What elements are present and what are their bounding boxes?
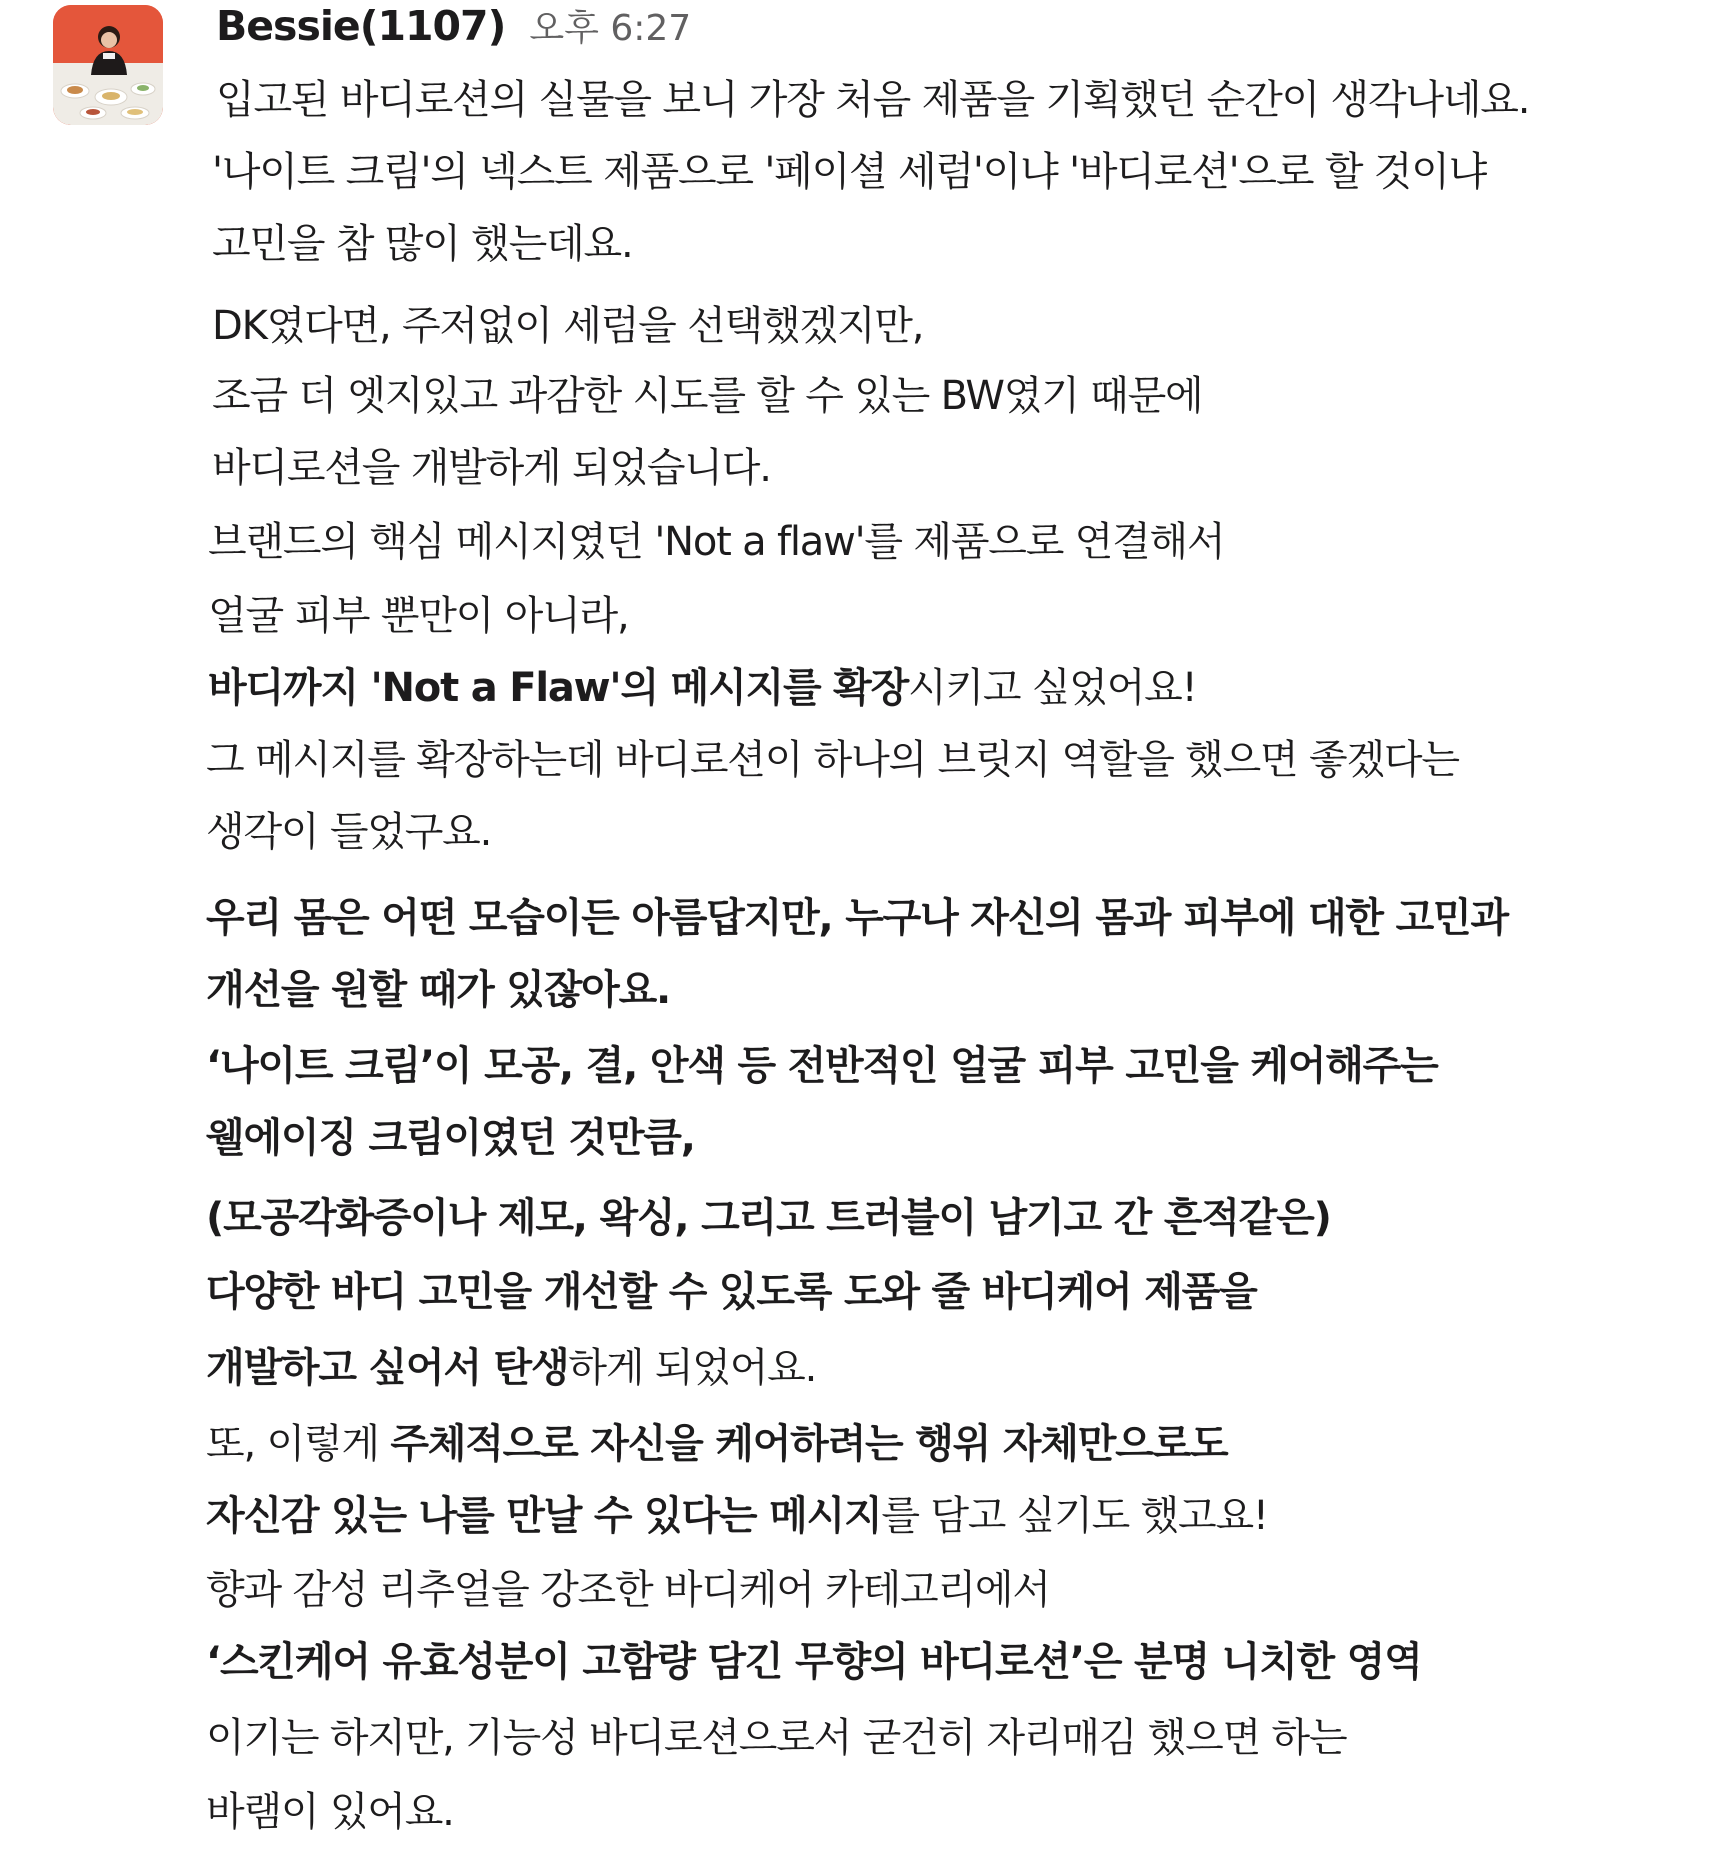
message-line — [206, 1264, 1257, 1320]
bold-text: 개발하고 싶어서 탄생 — [206, 1345, 569, 1391]
message-line — [206, 962, 670, 1018]
bold-text: 웰에이징 크림이였던 것만큼, — [206, 1115, 695, 1161]
plain-text: DK였다면, 주저없이 세럼을 선택했겠지만, — [212, 303, 924, 349]
message-line — [206, 1038, 1438, 1094]
plain-text: 얼굴 피부 뿐만이 아니라, — [208, 593, 629, 639]
message-line — [206, 732, 1459, 788]
message-line — [212, 440, 771, 496]
message-line — [206, 890, 1508, 946]
message-line — [216, 72, 1529, 128]
plain-text: 바디로션을 개발하게 되었습니다. — [212, 445, 771, 491]
user-photo-avatar-icon — [53, 5, 163, 125]
message-line — [206, 1634, 1422, 1690]
plain-text: 그 메시지를 확장하는데 바디로션이 하나의 브릿지 역할을 했으면 좋겠다는 — [206, 737, 1459, 783]
plain-text: 하게 되었어요. — [568, 1345, 817, 1391]
bold-text: 바디까지 'Not a Flaw'의 메시지를 확장 — [208, 665, 909, 711]
message-line — [206, 1710, 1346, 1766]
message-line — [212, 216, 632, 272]
message-line — [212, 368, 1202, 424]
author-name[interactable]: Bessie(1107) — [216, 2, 506, 50]
bold-text: ‘스킨케어 유효성분이 고함량 담긴 무향의 바디로션’은 분명 니치한 영역 — [206, 1639, 1422, 1685]
plain-text: 또, 이렇게 — [206, 1421, 391, 1467]
bold-text: 다양한 바디 고민을 개선할 수 있도록 도와 줄 바디케어 제품을 — [206, 1269, 1257, 1315]
user-avatar[interactable] — [53, 5, 163, 125]
message-line — [206, 1340, 816, 1396]
message-line — [208, 514, 1224, 570]
message-line — [206, 1784, 454, 1840]
bold-text: 우리 몸은 어떤 모습이든 아름답지만, 누구나 자신의 몸과 피부에 대한 고민과 — [206, 895, 1508, 941]
message-line — [206, 1110, 695, 1166]
bold-text: ‘나이트 크림’이 모공, 결, 안색 등 전반적인 얼굴 피부 고민을 케어해주는 — [206, 1043, 1438, 1089]
plain-text: 이기는 하지만, 기능성 바디로션으로서 굳건히 자리매김 했으면 하는 — [206, 1715, 1347, 1761]
plain-text: 고민을 참 많이 했는데요. — [212, 221, 633, 267]
plain-text: 향과 감성 리추얼을 강조한 바디케어 카테고리에서 — [206, 1567, 1050, 1613]
plain-text: 를 담고 싶기도 했고요! — [881, 1493, 1268, 1539]
plain-text: '나이트 크림'의 넥스트 제품으로 '페이셜 세럼'이냐 '바디로션'으로 할 것이냐 — [212, 149, 1487, 195]
message-line — [208, 660, 1196, 716]
message-line — [212, 298, 923, 354]
message-timestamp[interactable]: 오후 6:27 — [529, 8, 692, 49]
message-line — [208, 588, 628, 644]
plain-text: 생각이 들었구요. — [206, 809, 492, 855]
message-line — [206, 1190, 1331, 1246]
message-line — [206, 804, 491, 860]
plain-text: 브랜드의 핵심 메시지였던 'Not a flaw'를 제품으로 연결해서 — [208, 519, 1225, 565]
plain-text: 입고된 바디로션의 실물을 보니 가장 처음 제품을 기획했던 순간이 생각나네요. — [216, 77, 1530, 123]
bold-text: 자신감 있는 나를 만날 수 있다는 메시지 — [206, 1493, 882, 1539]
message-line — [206, 1416, 1227, 1472]
plain-text: 바램이 있어요. — [206, 1789, 454, 1835]
bold-text: 주체적으로 자신을 케어하려는 행위 자체만으로도 — [390, 1421, 1228, 1467]
bold-text: 개선을 원할 때가 있잖아요. — [206, 967, 671, 1013]
message-line — [206, 1488, 1268, 1544]
plain-text: 조금 더 엣지있고 과감한 시도를 할 수 있는 BW였기 때문에 — [212, 373, 1203, 419]
bold-text: (모공각화증이나 제모, 왁싱, 그리고 트러블이 남기고 간 흔적같은) — [206, 1195, 1331, 1241]
message-line — [206, 1562, 1050, 1618]
plain-text: 시키고 싶었어요! — [908, 665, 1197, 711]
message-header — [216, 0, 691, 56]
message-line — [212, 144, 1486, 200]
